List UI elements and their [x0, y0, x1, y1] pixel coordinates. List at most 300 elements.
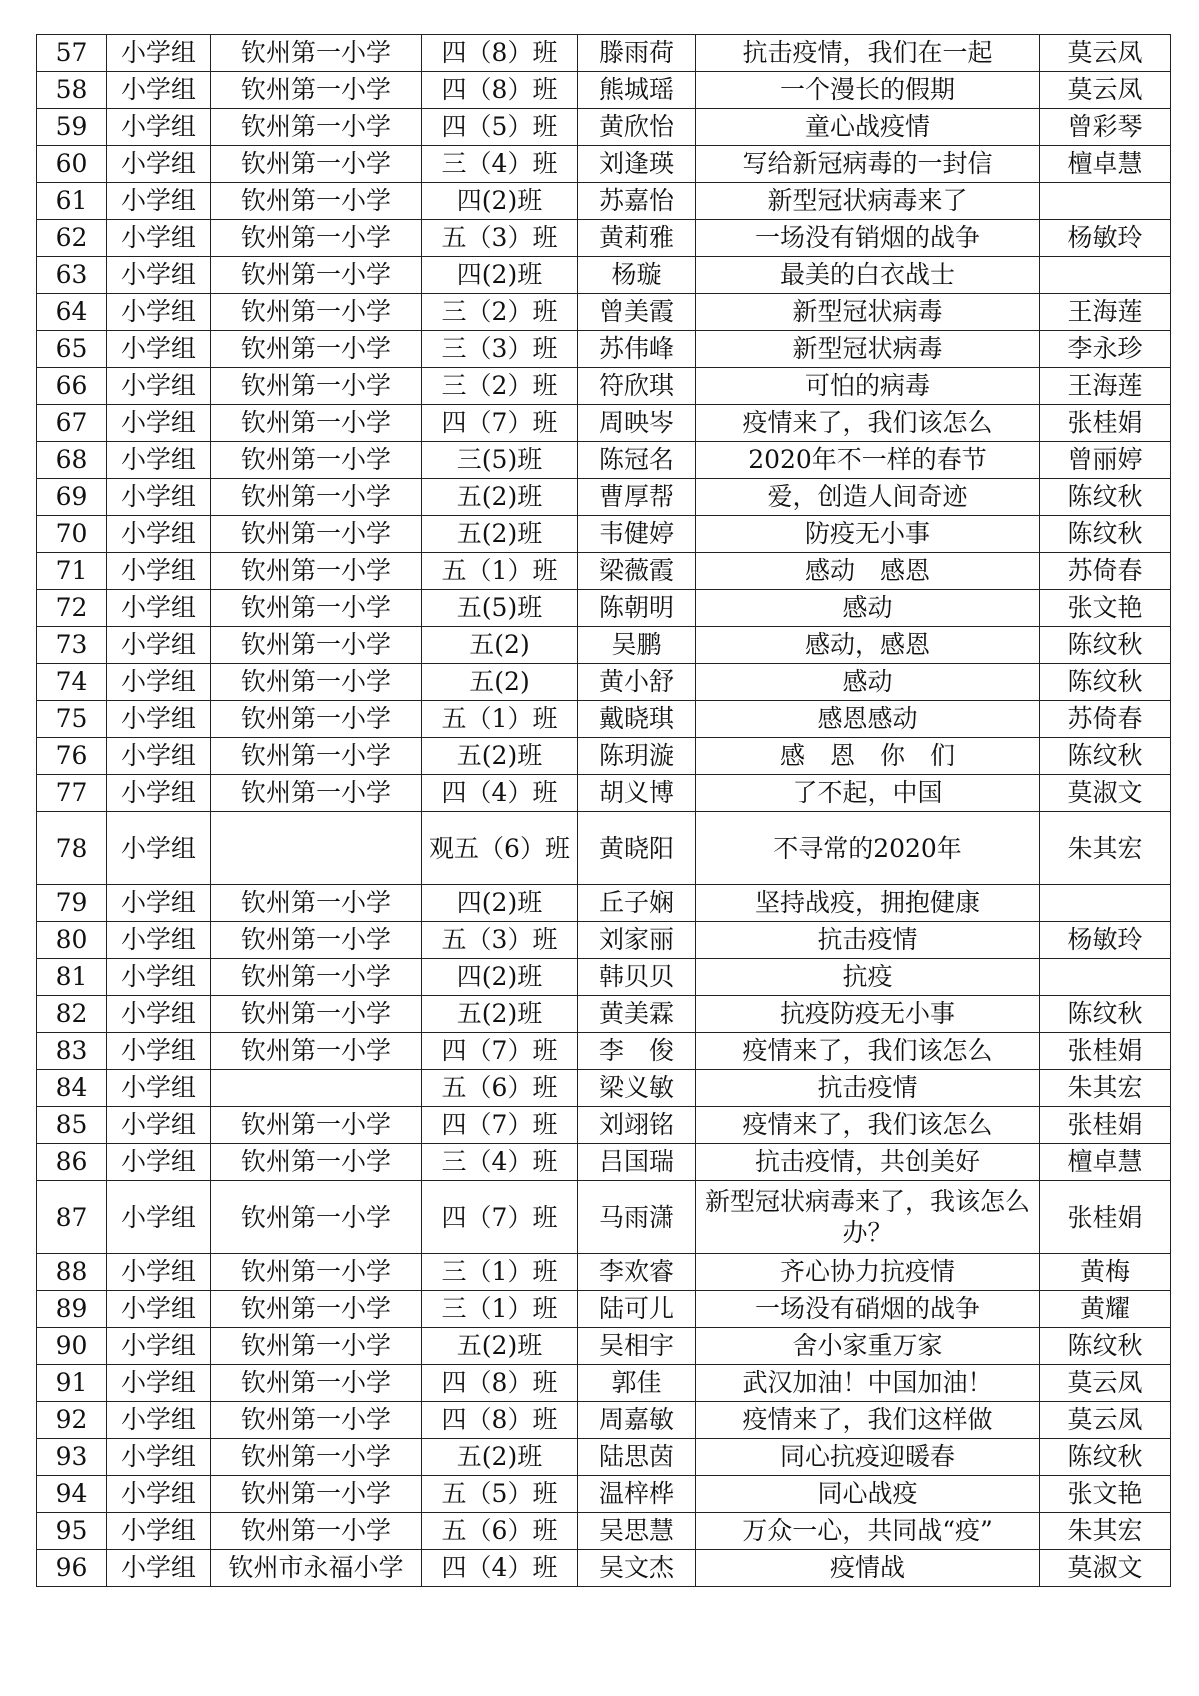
essay-title-cell: 防疫无小事 [696, 516, 1040, 553]
table-row [37, 1254, 1171, 1291]
school-cell: 钦州第一小学 [211, 1144, 422, 1181]
school-cell: 钦州第一小学 [211, 1181, 422, 1254]
group-cell: 小学组 [107, 959, 211, 996]
entry-number-cell: 69 [37, 479, 107, 516]
group-cell: 小学组 [107, 1550, 211, 1587]
teacher-name-cell: 曾丽婷 [1040, 442, 1171, 479]
entry-number-cell: 65 [37, 331, 107, 368]
teacher-name-cell: 曾彩琴 [1040, 109, 1171, 146]
entry-number-cell: 57 [37, 35, 107, 72]
teacher-name-cell: 陈纹秋 [1040, 1328, 1171, 1365]
class-cell: 五(2)班 [422, 996, 578, 1033]
entry-number-cell: 60 [37, 146, 107, 183]
group-cell: 小学组 [107, 1439, 211, 1476]
table-row [37, 590, 1171, 627]
school-cell: 钦州第一小学 [211, 479, 422, 516]
teacher-name-cell [1040, 959, 1171, 996]
teacher-name-cell: 张文艳 [1040, 590, 1171, 627]
group-cell: 小学组 [107, 553, 211, 590]
essay-title-cell: 坚持战疫，拥抱健康 [696, 885, 1040, 922]
entry-number-cell: 95 [37, 1513, 107, 1550]
entry-number-cell: 84 [37, 1070, 107, 1107]
table-row [37, 331, 1171, 368]
entry-number-cell: 89 [37, 1291, 107, 1328]
school-cell: 钦州第一小学 [211, 1402, 422, 1439]
teacher-name-cell: 王海莲 [1040, 294, 1171, 331]
group-cell: 小学组 [107, 775, 211, 812]
student-name-cell: 黄小舒 [578, 664, 696, 701]
essay-title-cell: 感恩感动 [696, 701, 1040, 738]
student-name-cell: 李 俊 [578, 1033, 696, 1070]
class-cell: 四(2)班 [422, 959, 578, 996]
school-cell: 钦州第一小学 [211, 220, 422, 257]
student-name-cell: 陆可儿 [578, 1291, 696, 1328]
teacher-name-cell: 莫云凤 [1040, 1365, 1171, 1402]
table-row [37, 885, 1171, 922]
school-cell: 钦州第一小学 [211, 553, 422, 590]
table-row [37, 1291, 1171, 1328]
class-cell: 五(5)班 [422, 590, 578, 627]
teacher-name-cell: 朱其宏 [1040, 1513, 1171, 1550]
essay-title-cell: 同心抗疫迎暖春 [696, 1439, 1040, 1476]
entry-number-cell: 76 [37, 738, 107, 775]
class-cell: 四（8）班 [422, 1365, 578, 1402]
class-cell: 五（6）班 [422, 1070, 578, 1107]
class-cell: 五(2)班 [422, 479, 578, 516]
teacher-name-cell: 陈纹秋 [1040, 664, 1171, 701]
essay-title-cell: 最美的白衣战士 [696, 257, 1040, 294]
school-cell: 钦州第一小学 [211, 183, 422, 220]
teacher-name-cell: 莫云凤 [1040, 1402, 1171, 1439]
student-name-cell: 马雨潇 [578, 1181, 696, 1254]
class-cell: 四（8）班 [422, 35, 578, 72]
school-cell: 钦州第一小学 [211, 1328, 422, 1365]
class-cell: 五(2)班 [422, 1328, 578, 1365]
group-cell: 小学组 [107, 1328, 211, 1365]
entry-number-cell: 80 [37, 922, 107, 959]
essay-title-cell: 武汉加油！中国加油！ [696, 1365, 1040, 1402]
group-cell: 小学组 [107, 812, 211, 885]
teacher-name-cell: 陈纹秋 [1040, 479, 1171, 516]
table-row [37, 812, 1171, 885]
table-row [37, 516, 1171, 553]
essay-title-cell: 感动 [696, 664, 1040, 701]
class-cell: 五(2) [422, 627, 578, 664]
teacher-name-cell: 莫云凤 [1040, 72, 1171, 109]
teacher-name-cell: 朱其宏 [1040, 812, 1171, 885]
group-cell: 小学组 [107, 590, 211, 627]
group-cell: 小学组 [107, 1513, 211, 1550]
teacher-name-cell: 莫淑文 [1040, 775, 1171, 812]
table-row [37, 996, 1171, 1033]
group-cell: 小学组 [107, 922, 211, 959]
student-name-cell: 杨璇 [578, 257, 696, 294]
student-name-cell: 曾美霞 [578, 294, 696, 331]
essay-title-cell: 不寻常的2020年 [696, 812, 1040, 885]
table-row [37, 479, 1171, 516]
group-cell: 小学组 [107, 738, 211, 775]
student-name-cell: 吴相宇 [578, 1328, 696, 1365]
essay-title-cell: 舍小家重万家 [696, 1328, 1040, 1365]
table-row [37, 775, 1171, 812]
essay-title-cell: 写给新冠病毒的一封信 [696, 146, 1040, 183]
entry-number-cell: 68 [37, 442, 107, 479]
entry-number-cell: 94 [37, 1476, 107, 1513]
essay-title-cell: 抗击疫情，我们在一起 [696, 35, 1040, 72]
class-cell: 四（7）班 [422, 1033, 578, 1070]
table-row [37, 35, 1171, 72]
student-name-cell: 梁薇霞 [578, 553, 696, 590]
student-name-cell: 梁义敏 [578, 1070, 696, 1107]
essay-title-cell: 新型冠状病毒来了 [696, 183, 1040, 220]
teacher-name-cell: 陈纹秋 [1040, 1439, 1171, 1476]
group-cell: 小学组 [107, 1365, 211, 1402]
student-name-cell: 滕雨荷 [578, 35, 696, 72]
teacher-name-cell: 张文艳 [1040, 1476, 1171, 1513]
entry-number-cell: 88 [37, 1254, 107, 1291]
student-name-cell: 丘子娴 [578, 885, 696, 922]
table-row [37, 1439, 1171, 1476]
student-name-cell: 韦健婷 [578, 516, 696, 553]
student-name-cell: 吕国瑞 [578, 1144, 696, 1181]
class-cell: 四(2)班 [422, 257, 578, 294]
entry-number-cell: 64 [37, 294, 107, 331]
entry-number-cell: 72 [37, 590, 107, 627]
class-cell: 三（2）班 [422, 294, 578, 331]
group-cell: 小学组 [107, 257, 211, 294]
essay-title-cell: 抗击疫情 [696, 922, 1040, 959]
table-row [37, 627, 1171, 664]
group-cell: 小学组 [107, 220, 211, 257]
school-cell: 钦州第一小学 [211, 1476, 422, 1513]
essay-title-cell: 2020年不一样的春节 [696, 442, 1040, 479]
entry-number-cell: 92 [37, 1402, 107, 1439]
teacher-name-cell: 苏倚春 [1040, 553, 1171, 590]
class-cell: 四（4）班 [422, 775, 578, 812]
student-name-cell: 郭佳 [578, 1365, 696, 1402]
class-cell: 四（7）班 [422, 405, 578, 442]
class-cell: 五(2)班 [422, 516, 578, 553]
student-name-cell: 吴思慧 [578, 1513, 696, 1550]
student-name-cell: 刘家丽 [578, 922, 696, 959]
group-cell: 小学组 [107, 1144, 211, 1181]
table-row [37, 922, 1171, 959]
essay-title-cell: 疫情来了，我们该怎么 [696, 405, 1040, 442]
group-cell: 小学组 [107, 146, 211, 183]
entry-number-cell: 82 [37, 996, 107, 1033]
group-cell: 小学组 [107, 664, 211, 701]
school-cell: 钦州第一小学 [211, 368, 422, 405]
entry-number-cell: 77 [37, 775, 107, 812]
table-row [37, 1144, 1171, 1181]
entry-number-cell: 83 [37, 1033, 107, 1070]
school-cell: 钦州第一小学 [211, 664, 422, 701]
school-cell [211, 1070, 422, 1107]
entry-number-cell: 61 [37, 183, 107, 220]
essay-title-cell: 新型冠状病毒 [696, 294, 1040, 331]
essay-title-cell: 疫情来了，我们这样做 [696, 1402, 1040, 1439]
table-row [37, 257, 1171, 294]
table-row [37, 1107, 1171, 1144]
school-cell: 钦州第一小学 [211, 1513, 422, 1550]
student-name-cell: 熊城瑶 [578, 72, 696, 109]
teacher-name-cell [1040, 183, 1171, 220]
essay-title-cell: 疫情来了，我们该怎么 [696, 1033, 1040, 1070]
student-name-cell: 刘逢瑛 [578, 146, 696, 183]
entry-number-cell: 74 [37, 664, 107, 701]
class-cell: 三（3）班 [422, 331, 578, 368]
teacher-name-cell: 陈纹秋 [1040, 627, 1171, 664]
table-row [37, 183, 1171, 220]
school-cell: 钦州第一小学 [211, 257, 422, 294]
class-cell: 三（4）班 [422, 1144, 578, 1181]
student-name-cell: 苏伟峰 [578, 331, 696, 368]
student-name-cell: 周嘉敏 [578, 1402, 696, 1439]
essay-title-cell: 一场没有销烟的战争 [696, 220, 1040, 257]
essay-title-cell: 了不起，中国 [696, 775, 1040, 812]
teacher-name-cell: 张桂娟 [1040, 405, 1171, 442]
group-cell: 小学组 [107, 1291, 211, 1328]
entry-number-cell: 66 [37, 368, 107, 405]
essay-title-cell: 感动，感恩 [696, 627, 1040, 664]
essay-title-cell: 齐心协力抗疫情 [696, 1254, 1040, 1291]
school-cell: 钦州第一小学 [211, 922, 422, 959]
student-name-cell: 戴晓琪 [578, 701, 696, 738]
group-cell: 小学组 [107, 479, 211, 516]
teacher-name-cell: 杨敏玲 [1040, 220, 1171, 257]
entry-number-cell: 85 [37, 1107, 107, 1144]
table-row [37, 1402, 1171, 1439]
essay-title-cell: 爱，创造人间奇迹 [696, 479, 1040, 516]
class-cell: 五（3）班 [422, 220, 578, 257]
student-name-cell: 陈朝明 [578, 590, 696, 627]
student-name-cell: 李欢睿 [578, 1254, 696, 1291]
group-cell: 小学组 [107, 109, 211, 146]
group-cell: 小学组 [107, 1107, 211, 1144]
group-cell: 小学组 [107, 183, 211, 220]
table-row [37, 738, 1171, 775]
entry-number-cell: 96 [37, 1550, 107, 1587]
student-name-cell: 陆思茵 [578, 1439, 696, 1476]
school-cell: 钦州第一小学 [211, 590, 422, 627]
teacher-name-cell: 苏倚春 [1040, 701, 1171, 738]
class-cell: 四（7）班 [422, 1181, 578, 1254]
teacher-name-cell: 朱其宏 [1040, 1070, 1171, 1107]
school-cell: 钦州第一小学 [211, 885, 422, 922]
table-row [37, 1328, 1171, 1365]
group-cell: 小学组 [107, 1254, 211, 1291]
table-row [37, 1070, 1171, 1107]
entry-number-cell: 59 [37, 109, 107, 146]
table-row [37, 1365, 1171, 1402]
essay-title-cell: 感动 [696, 590, 1040, 627]
teacher-name-cell: 张桂娟 [1040, 1107, 1171, 1144]
entry-number-cell: 79 [37, 885, 107, 922]
table-row [37, 220, 1171, 257]
class-cell: 五（5）班 [422, 1476, 578, 1513]
group-cell: 小学组 [107, 405, 211, 442]
entry-number-cell: 90 [37, 1328, 107, 1365]
school-cell: 钦州第一小学 [211, 1033, 422, 1070]
teacher-name-cell: 陈纹秋 [1040, 738, 1171, 775]
school-cell: 钦州第一小学 [211, 516, 422, 553]
table-row [37, 405, 1171, 442]
group-cell: 小学组 [107, 35, 211, 72]
entry-number-cell: 81 [37, 959, 107, 996]
school-cell: 钦州第一小学 [211, 701, 422, 738]
essay-title-cell: 感 恩 你 们 [696, 738, 1040, 775]
essay-title-cell: 新型冠状病毒来了，我该怎么办？ [696, 1181, 1040, 1254]
class-cell: 五(2)班 [422, 738, 578, 775]
group-cell: 小学组 [107, 1070, 211, 1107]
table-row [37, 368, 1171, 405]
student-name-cell: 刘翊铭 [578, 1107, 696, 1144]
teacher-name-cell: 莫淑文 [1040, 1550, 1171, 1587]
essay-title-cell: 疫情来了，我们该怎么 [696, 1107, 1040, 1144]
group-cell: 小学组 [107, 294, 211, 331]
teacher-name-cell: 张桂娟 [1040, 1181, 1171, 1254]
group-cell: 小学组 [107, 72, 211, 109]
group-cell: 小学组 [107, 996, 211, 1033]
award-list-table [36, 34, 1171, 1587]
table-row [37, 1476, 1171, 1513]
school-cell: 钦州第一小学 [211, 294, 422, 331]
table-row [37, 109, 1171, 146]
entry-number-cell: 62 [37, 220, 107, 257]
entry-number-cell: 73 [37, 627, 107, 664]
school-cell: 钦州第一小学 [211, 1254, 422, 1291]
table-row [37, 72, 1171, 109]
entry-number-cell: 93 [37, 1439, 107, 1476]
school-cell: 钦州第一小学 [211, 72, 422, 109]
school-cell: 钦州第一小学 [211, 405, 422, 442]
teacher-name-cell: 檀卓慧 [1040, 1144, 1171, 1181]
table-body [37, 35, 1171, 1587]
group-cell: 小学组 [107, 1181, 211, 1254]
teacher-name-cell: 黄耀 [1040, 1291, 1171, 1328]
school-cell: 钦州第一小学 [211, 627, 422, 664]
student-name-cell: 符欣琪 [578, 368, 696, 405]
entry-number-cell: 87 [37, 1181, 107, 1254]
table-row [37, 146, 1171, 183]
teacher-name-cell: 陈纹秋 [1040, 516, 1171, 553]
table-row [37, 1033, 1171, 1070]
entry-number-cell: 75 [37, 701, 107, 738]
essay-title-cell: 疫情战 [696, 1550, 1040, 1587]
class-cell: 四（7）班 [422, 1107, 578, 1144]
essay-title-cell: 一个漫长的假期 [696, 72, 1040, 109]
student-name-cell: 黄莉雅 [578, 220, 696, 257]
group-cell: 小学组 [107, 331, 211, 368]
group-cell: 小学组 [107, 627, 211, 664]
entry-number-cell: 86 [37, 1144, 107, 1181]
entry-number-cell: 91 [37, 1365, 107, 1402]
table-row [37, 1181, 1171, 1254]
group-cell: 小学组 [107, 1476, 211, 1513]
class-cell: 三（1）班 [422, 1291, 578, 1328]
essay-title-cell: 抗疫防疫无小事 [696, 996, 1040, 1033]
class-cell: 三(5)班 [422, 442, 578, 479]
table-row [37, 1513, 1171, 1550]
class-cell: 四(2)班 [422, 885, 578, 922]
group-cell: 小学组 [107, 516, 211, 553]
table-row [37, 701, 1171, 738]
student-name-cell: 周映岑 [578, 405, 696, 442]
class-cell: 五(2) [422, 664, 578, 701]
student-name-cell: 曹厚帮 [578, 479, 696, 516]
essay-title-cell: 同心战疫 [696, 1476, 1040, 1513]
entry-number-cell: 67 [37, 405, 107, 442]
group-cell: 小学组 [107, 1033, 211, 1070]
student-name-cell: 吴文杰 [578, 1550, 696, 1587]
teacher-name-cell: 莫云凤 [1040, 35, 1171, 72]
class-cell: 四（8）班 [422, 72, 578, 109]
class-cell: 五（6）班 [422, 1513, 578, 1550]
student-name-cell: 黄美霖 [578, 996, 696, 1033]
entry-number-cell: 70 [37, 516, 107, 553]
student-name-cell: 黄欣怡 [578, 109, 696, 146]
table-row [37, 553, 1171, 590]
school-cell: 钦州第一小学 [211, 442, 422, 479]
essay-title-cell: 一场没有硝烟的战争 [696, 1291, 1040, 1328]
school-cell: 钦州第一小学 [211, 1291, 422, 1328]
student-name-cell: 韩贝贝 [578, 959, 696, 996]
group-cell: 小学组 [107, 885, 211, 922]
class-cell: 五（1）班 [422, 553, 578, 590]
school-cell: 钦州第一小学 [211, 959, 422, 996]
class-cell: 四（8）班 [422, 1402, 578, 1439]
essay-title-cell: 抗击疫情 [696, 1070, 1040, 1107]
school-cell [211, 812, 422, 885]
entry-number-cell: 78 [37, 812, 107, 885]
essay-title-cell: 感动 感恩 [696, 553, 1040, 590]
teacher-name-cell: 王海莲 [1040, 368, 1171, 405]
class-cell: 三（1）班 [422, 1254, 578, 1291]
student-name-cell: 温梓桦 [578, 1476, 696, 1513]
teacher-name-cell: 张桂娟 [1040, 1033, 1171, 1070]
essay-title-cell: 抗疫 [696, 959, 1040, 996]
student-name-cell: 胡义博 [578, 775, 696, 812]
teacher-name-cell: 陈纹秋 [1040, 996, 1171, 1033]
school-cell: 钦州第一小学 [211, 738, 422, 775]
school-cell: 钦州第一小学 [211, 109, 422, 146]
school-cell: 钦州第一小学 [211, 775, 422, 812]
essay-title-cell: 可怕的病毒 [696, 368, 1040, 405]
school-cell: 钦州第一小学 [211, 996, 422, 1033]
student-name-cell: 吴鹏 [578, 627, 696, 664]
group-cell: 小学组 [107, 701, 211, 738]
class-cell: 三（2）班 [422, 368, 578, 405]
class-cell: 四(2)班 [422, 183, 578, 220]
teacher-name-cell: 李永珍 [1040, 331, 1171, 368]
teacher-name-cell: 檀卓慧 [1040, 146, 1171, 183]
school-cell: 钦州第一小学 [211, 35, 422, 72]
entry-number-cell: 71 [37, 553, 107, 590]
class-cell: 四（5）班 [422, 109, 578, 146]
group-cell: 小学组 [107, 1402, 211, 1439]
school-cell: 钦州市永福小学 [211, 1550, 422, 1587]
class-cell: 观五（6）班 [422, 812, 578, 885]
class-cell: 五（3）班 [422, 922, 578, 959]
entry-number-cell: 58 [37, 72, 107, 109]
class-cell: 四（4）班 [422, 1550, 578, 1587]
student-name-cell: 陈玥漩 [578, 738, 696, 775]
teacher-name-cell: 杨敏玲 [1040, 922, 1171, 959]
table-row [37, 294, 1171, 331]
group-cell: 小学组 [107, 368, 211, 405]
school-cell: 钦州第一小学 [211, 1365, 422, 1402]
table-row [37, 664, 1171, 701]
